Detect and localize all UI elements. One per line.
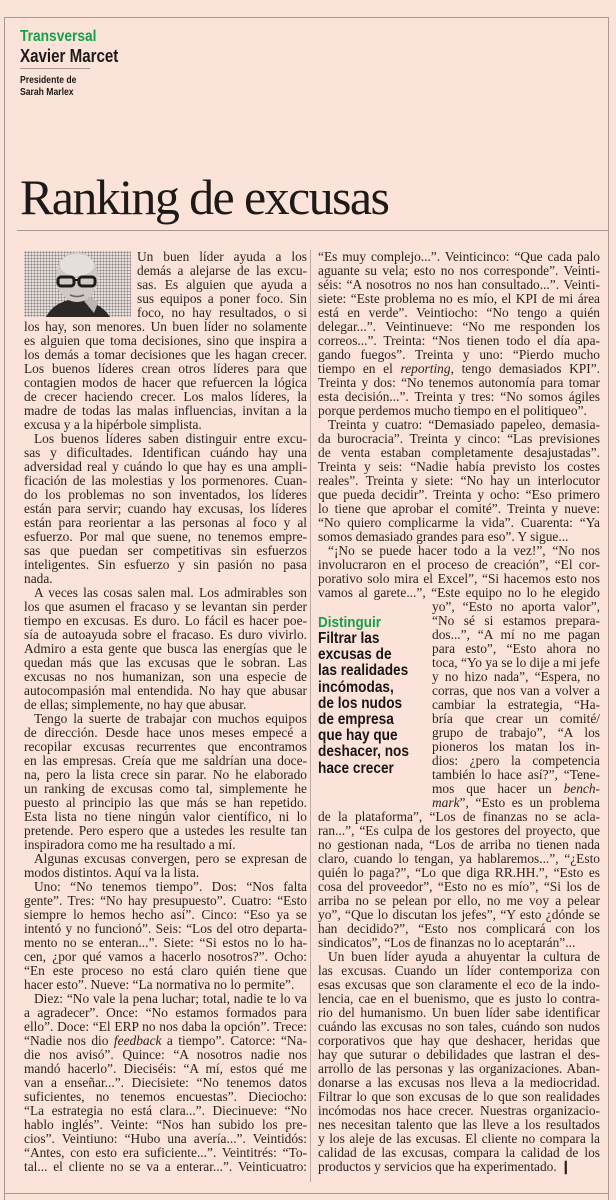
paragraph — [318, 250, 600, 418]
pull-quote-kicker: Distinguir — [318, 614, 381, 631]
text-line: ficación de las molestias y los pormenores. Cuan- — [24, 473, 307, 488]
italic-term: mark — [432, 795, 460, 810]
text-line: sas. Es alguien que ayuda a — [137, 277, 307, 292]
pull-quote-line: excusas de — [318, 646, 392, 664]
text-line: autocompasión mal entendida. No hay que abusar — [24, 683, 307, 698]
text-line: Treinta y cuatro: “Demasiado papeleo, demasia- — [328, 417, 600, 432]
text-line: de dirección. Desde hace unos meses empecé a — [24, 725, 307, 740]
paragraph — [24, 992, 307, 1174]
text-line: die nos avisó”. Quince: “A nosotros nadie nos — [24, 1047, 307, 1062]
text-line: delegar...”. Veintinueve: “No me responden los — [318, 319, 600, 334]
text-line: un ranking de excusas como tal, simplemente he — [24, 781, 307, 796]
text-line: cambiar la estrategia, “Ha- — [432, 697, 600, 712]
author-name: Xavier Marcet — [20, 46, 119, 66]
text-line: somos demasiado grandes para eso”. Y sigue... — [318, 529, 569, 544]
text-line: van a enseñar...”. Diecisiete: “No tenemos datos — [24, 1075, 307, 1090]
text-line: claro, cuando lo tengan, ya hablaremos...”, “¿Esto — [318, 851, 600, 866]
pull-quote-line: hace crecer — [318, 759, 394, 777]
text-line: lo tiene que aprobar el comité”. Treinta y nueve: — [318, 501, 600, 516]
text-line: Algunas excusas convergen, pero se expresan de — [34, 851, 307, 866]
text-line: gando fuegos”. Treinta y uno: “Pierdo mucho — [318, 347, 600, 362]
text-line: “¡No se puede hacer todo a la vez!”, “No nos — [328, 543, 600, 558]
pull-quote — [318, 614, 430, 777]
paragraph — [24, 586, 307, 712]
text-line: nes necesitan talento que las lleve a los resultados — [318, 1117, 600, 1132]
text-line: esta decisión...”. Treinta y tres: “No somos ágiles — [318, 389, 600, 404]
text-line: “No sé si estamos prepara- — [432, 613, 600, 628]
text-line: Uno: “No tenemos tiempo”. Dos: “Nos falta — [34, 879, 307, 894]
text-line: rio del humanismo. Un buen líder sabe identificar — [318, 1005, 600, 1020]
text-line: los demás a tomar decisiones que les hagan crecer. — [24, 347, 307, 362]
pull-quote-line: de empresa — [318, 711, 394, 729]
text-line: recopilar excusas recurrentes que encontramos — [24, 739, 307, 754]
text-line: donarse a las excusas nos lleva a la mediocridad. — [318, 1075, 600, 1090]
text-line: grupo de trabajo”, “A los — [432, 725, 600, 740]
text-line: aguante su vela; esto no nos corresponde”. Veinti- — [318, 263, 600, 278]
text-line: Diez: “No vale la pena luchar; total, nadie te lo va — [34, 991, 307, 1006]
text-line — [432, 796, 600, 810]
text-line: nada. — [24, 571, 53, 586]
pull-quote-line: Filtrar las — [318, 630, 380, 647]
frame-left-rule — [4, 17, 5, 1200]
text-line: vamos al garete...”, “Este equipo no lo he elegido — [318, 585, 600, 600]
text-line: de crecer haciendo crecer. Los malos líderes, la — [24, 389, 307, 404]
text-segment: a tiempo”. Catorce: “Na- — [161, 1033, 307, 1048]
left-column — [24, 250, 307, 1174]
text-line: corras, que nos van a volver a — [432, 683, 600, 698]
italic-term: reporting — [400, 361, 451, 376]
text-line: de venta estaban completamente desajustadas”. — [318, 445, 600, 460]
text-line: Treinta y dos: “No tenemos autonomía para tomar — [318, 375, 600, 390]
text-line: arrollo de las personas y las organizaciones. Aban- — [318, 1061, 600, 1076]
text-line: en las empresas. Creía que me saldrían una doce- — [24, 753, 307, 768]
text-line: séis: “A nosotros no nos han consultado...”. Veinti- — [318, 277, 600, 292]
text-line: las excusas. Cuando un líder contemporiza con — [318, 963, 600, 978]
text-line — [318, 362, 600, 376]
author-role-line: Presidente de — [20, 75, 77, 86]
title-rule — [17, 230, 608, 231]
text-line: a agradecer”. Once: “No estamos formados para — [24, 1005, 307, 1020]
text-line: cios”. Veintiuno: “Hubo una avería...”. Veintidós: — [24, 1131, 307, 1146]
text-line: sas y dificultades. Identifican cuándo hay una — [24, 445, 307, 460]
text-line: incómodas nos hace crecer. Nuestras organizacio- — [318, 1103, 600, 1118]
text-line: “Antes, con esto era suficiente...”. Veintitrés: “To- — [24, 1145, 307, 1160]
paragraph — [318, 418, 600, 544]
text-line: tiempo en excusas. Es duro. Lo fácil es hacer poe- — [24, 613, 307, 628]
text-line: demás a alejarse de las excu- — [137, 263, 307, 278]
text-line: y los aleje de las excusas. El cliente no compara la — [318, 1131, 600, 1146]
italic-term: feedback — [113, 1033, 162, 1048]
text-line: los que asumen el fracaso y se levantan sin perder — [24, 599, 307, 614]
italic-term: bench- — [563, 781, 600, 796]
text-line: reales”. Treinta y siete: “No hay un interlocutor — [318, 473, 600, 488]
column-divider — [310, 250, 311, 1182]
text-line: yo”, “Esto no aporta valor”, — [432, 599, 600, 614]
text-line: inspiradora como me ha resultado a mí. — [24, 837, 236, 852]
text-line: cen, ¿por qué vamos a hacerlo nosotros?”. Ocho: — [24, 949, 307, 964]
text-line — [432, 782, 600, 796]
text-line: do los problemas no son inventados, los líderes — [24, 487, 307, 502]
text-line: tal... el cliente no se va a enterar...”. Veinticuatro: — [24, 1159, 307, 1174]
text-line: ran...”, “Es culpa de los gestores del proyecto, que — [318, 823, 600, 838]
bottom-rule — [4, 1193, 608, 1194]
text-line: Un buen líder ayuda a ahuyentar la cultura de — [328, 949, 600, 964]
text-segment: , tengo demasiados KPI”. — [450, 361, 600, 376]
text-line: los hay, son menores. Un buen líder no solamente — [24, 319, 307, 334]
text-line: dios: ¿pero la competencia — [432, 753, 600, 768]
pull-quote-line: de los nudos — [318, 694, 403, 712]
text-line: “Es muy complejo...”. Veinticinco: “Que cada palo — [318, 249, 600, 264]
text-line: A veces las cosas salen mal. Los admirables son — [34, 585, 307, 600]
text-line: “No quiero complicarme la vida”. Cuarenta: “Ya — [318, 515, 600, 530]
text-line: para esto”, “Esto ahora no — [432, 641, 600, 656]
text-line: pretende. Pero espero que a ustedes les resulte tan — [24, 823, 307, 838]
pull-quote-line: incómodas, — [318, 678, 394, 696]
text-line: yo”, “Que lo discutan los jefes”, “Y esto ¿dónde se — [318, 907, 600, 922]
text-line: “La estrategia no está clara...”. Diecinueve: “No — [24, 1103, 307, 1118]
text-line: contagien modos de hacer que refuercen la lógica — [24, 375, 307, 390]
text-segment: tiempo en el — [318, 361, 401, 376]
text-line: está en verde”. Veintiocho: “No tengo a quién — [318, 305, 600, 320]
text-line: da burocracia”. Treinta y cinco: “Las previsiones — [318, 431, 600, 446]
text-line: inteligentes. Sin esfuerzo y sin pasión no pasa — [24, 557, 307, 572]
text-line: mento no se enteran...”. Siete: “Si estos no lo ha- — [24, 935, 307, 950]
text-line: modos distintos. Aquí va la lista. — [24, 865, 200, 880]
text-line: puesto al principio las que más se han repetido. — [24, 795, 307, 810]
text-line: y no hizo nada”, “Espera, no — [432, 669, 600, 684]
paragraph — [24, 880, 307, 992]
text-line: intentó y no funcionó”. Seis: “Los del otro departa- — [24, 921, 307, 936]
text-line: na, pero la lista crece sin parar. No he elaborado — [24, 767, 307, 782]
text-line: correos...”. Treinta: “Nos tienen todo el día apa- — [318, 333, 600, 348]
pull-quote-line: deshacer, nos — [318, 743, 409, 761]
text-line: excusa y a la hipérbole simplista. — [24, 417, 202, 432]
author-role-line: Sarah Marlex — [20, 87, 74, 98]
text-line: de la plataforma”, “Los de finanzas no se acla- — [318, 809, 600, 824]
pull-quote-line: las realidades — [318, 662, 409, 680]
text-line: Tengo la suerte de trabajar con muchos equipos — [34, 711, 307, 726]
paragraph — [318, 950, 600, 1174]
text-line: toca, “Yo ya se lo dije a mi jefe — [432, 655, 600, 670]
paragraph — [24, 852, 307, 880]
text-line: Los buenos líderes saben distinguir entre excu- — [34, 431, 307, 446]
text-line: hacer esto”. Nueve: “La normativa no lo permite”. — [24, 977, 295, 992]
text-line: “En este proceso no está claro quién tiene que — [24, 963, 307, 978]
text-segment: ”, “Esto es un problema — [459, 795, 600, 810]
text-line: esfuerzo. Por mal que suene, no tenemos empre- — [24, 529, 307, 544]
text-line: dos...”, “A mí no me pagan — [432, 627, 600, 642]
text-line — [24, 1034, 307, 1048]
text-line: bría que crear un comité/ — [432, 711, 600, 726]
text-line: pioneros los matan los in- — [432, 739, 600, 754]
text-line: cosa del proveedor”, “Esto no es mío”, “Si los de — [318, 879, 600, 894]
section-label: Transversal — [20, 28, 97, 45]
text-line: quedan más que las excusas que le sobran. Las — [24, 655, 307, 670]
text-line: productos y servicios que ha experimentado. ❙ — [318, 1159, 572, 1174]
text-line: de ellas; simplemente, no hay que abusar. — [24, 697, 247, 712]
author-rule — [20, 68, 90, 69]
text-segment: “Nadie nos dio — [24, 1033, 114, 1048]
text-line: gente”. Tres: “No hay presupuesto”. Cuatro: “Esto — [24, 893, 307, 908]
paragraph — [24, 250, 307, 432]
text-line: porque perdemos mucho tiempo en el politiqueo”. — [318, 403, 587, 418]
paragraph — [24, 432, 307, 586]
top-rule — [4, 17, 608, 18]
frame-right-rule — [608, 17, 609, 1200]
text-line: han decidido?”, “Esto nos complicará con los — [318, 921, 600, 936]
pull-quote-line: que hay que — [318, 727, 398, 745]
text-line: arriba no se pelean por ello, no me voy a pelear — [318, 893, 600, 908]
text-line: Los buenos líderes crean otros líderes para que — [24, 361, 307, 376]
text-line: siempre lo hemos hecho así”. Cinco: “Eso ya se — [24, 907, 307, 922]
paragraph — [24, 712, 307, 852]
text-line: esas excusas que son claramente el eco de la indo- — [318, 977, 600, 992]
text-line: suficientes, no tenemos encuestas”. Dieciocho: — [24, 1089, 307, 1104]
text-line: mandó hacerlo”. Dieciséis: “A mí, estos qué me — [24, 1061, 307, 1076]
text-line: foco, no hay resultados, o si — [137, 305, 307, 320]
text-line: sus equipos a poner foco. Sin — [137, 291, 307, 306]
text-line: calidad de las excusas, compara la calidad de los — [318, 1145, 600, 1160]
text-segment: mos que hacer un — [432, 781, 564, 796]
text-line: hablo inglés”. Veinte: “Nos han subido los pre- — [24, 1117, 307, 1132]
text-line: hay que suturar o debilidades que lastran el des- — [318, 1047, 600, 1062]
text-line: que pueda decidir”. Treinta y ocho: “Eso primero — [318, 487, 600, 502]
article-title: Ranking de excusas — [20, 169, 389, 225]
text-line: están para reorientar a las personas al foco y al — [24, 515, 307, 530]
text-line: Admiro a esta gente que busca las energías que le — [24, 641, 307, 656]
text-line: es alguien que toma decisiones, sino que inspira a — [24, 333, 307, 348]
text-line: sía de autoayuda sobre el fracaso. Es duro vivirlo. — [24, 627, 307, 642]
text-line: sas que puedan ser competitivas sin esfuerzos — [24, 543, 307, 558]
text-line: Esta lista no tiene ningún valor científico, ni lo — [24, 809, 307, 824]
text-line: excusas no nos humanizan, son una especie de — [24, 669, 307, 684]
author-role — [20, 75, 76, 99]
text-line: Treinta y seis: “Nadie había previsto los costes — [318, 459, 600, 474]
text-line: Filtrar lo que son excusas de lo que son realidades — [318, 1089, 600, 1104]
text-line: involucraron en el proceso de creación”, “El cor- — [318, 557, 600, 572]
text-line: madre de todas las malas influencias, invitan a la — [24, 403, 307, 418]
text-line: están para servir; cuando hay excusas, los líderes — [24, 501, 307, 516]
text-line: lencia, cae en el buenismo, que es justo lo contra- — [318, 991, 600, 1006]
text-line: sindicatos”, “Los de finanzas no lo aceptarán”... — [318, 935, 576, 950]
text-line: siete: “Este problema no es mío, el KPI de mi área — [318, 291, 600, 306]
text-line: Un buen líder ayuda a los — [137, 249, 307, 264]
text-line: adversidad real y cuándo lo que hay es una ampli- — [24, 459, 307, 474]
text-line: porativo solo mira el Excel”, “Si hacemos esto nos — [318, 571, 600, 586]
text-line: también lo hace así?”, “Tene- — [432, 767, 600, 782]
text-line: cuándo las excusas no son tales, cuándo son nudos — [318, 1019, 600, 1034]
text-line: ello”. Doce: “El ERP no nos daba la opción”. Trece: — [24, 1019, 307, 1034]
text-line: corporativos que hay que deshacer, heridas que — [318, 1033, 600, 1048]
text-line: no gestionan nada, “Los de arriba no tienen nada — [318, 837, 600, 852]
text-line: quién lo paga?”, “Lo que diga RR.HH.”, “Esto es — [318, 865, 600, 880]
